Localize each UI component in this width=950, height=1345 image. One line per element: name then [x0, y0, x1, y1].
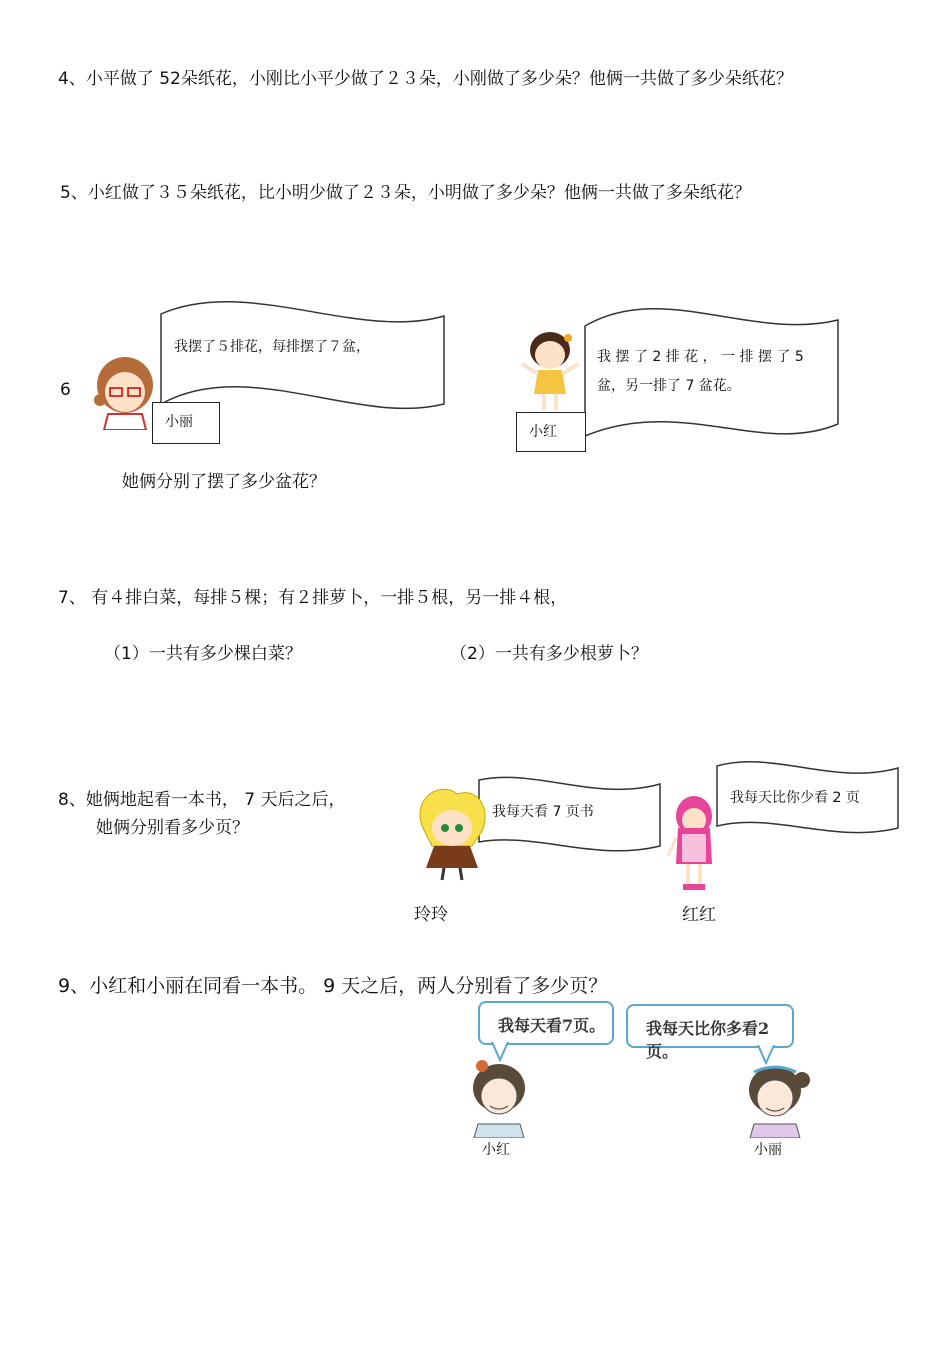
question-4: 4、小平做了 52朵纸花，小刚比小平少做了２３朵，小刚做了多少朵？他俩一共做了多少朵纸花？: [58, 69, 793, 89]
q9-bubble-left-text: 我每天看7页。: [498, 1016, 606, 1035]
q9-name-left: 小红: [482, 1142, 510, 1158]
girl-honghong-figure: [664, 794, 720, 894]
q6-right-speech-line1: 我 摆 了 2 排 花 ， 一 排 摆 了 5: [597, 349, 804, 365]
girl-xiaoli-sketch: [740, 1060, 810, 1138]
q6-left-name: 小丽: [165, 414, 193, 430]
q7-sub-2: （2）一共有多少根萝卜？: [450, 644, 648, 664]
girl-xiaohong-sketch: [466, 1058, 532, 1138]
question-7: 7、 有４排白菜，每排５棵；有２排萝卜，一排５根，另一排４根，: [58, 588, 568, 608]
q9-name-right: 小丽: [754, 1142, 782, 1158]
q6-left-speech: 我摆了５排花，每排摆了７盆，: [174, 339, 370, 355]
q8-speech-left: 我每天看 7 页书: [492, 804, 594, 820]
question-5: 5、小红做了３５朵纸花，比小明少做了２３朵，小明做了多少朵？他俩一共做了多朵纸花？: [60, 183, 751, 203]
q6-left-name-box: [152, 402, 220, 444]
q6-question: 她俩分别了摆了多少盆花？: [122, 472, 326, 492]
girl-xiaoli-figure: [90, 350, 160, 430]
question-9: 9、小红和小丽在同看一本书。 9 天之后，两人分别看了多少页？: [58, 975, 608, 997]
q8-speech-right: 我每天比你少看 2 页: [730, 790, 860, 806]
question-6-number: 6: [60, 380, 71, 400]
girl-lingling-figure: [412, 786, 492, 882]
question-8-line1: 8、她俩地起看一本书， 7 天后之后，: [58, 790, 346, 810]
q8-name-left: 玲玲: [414, 905, 448, 925]
question-8-line2: 她俩分别看多少页？: [96, 818, 249, 838]
q9-bubble-right-text: 我每天比你多看2页。: [646, 1019, 770, 1061]
q7-sub-1: （1）一共有多少棵白菜？: [104, 644, 302, 664]
q9-bubble-right: [626, 1004, 794, 1061]
q6-right-name: 小红: [529, 424, 557, 440]
girl-xiaohong-figure: [518, 328, 582, 413]
q6-right-speech-line2: 盆，另一排了 7 盆花。: [597, 378, 741, 394]
q6-right-name-box: [516, 412, 586, 452]
q8-name-right: 红红: [682, 905, 716, 925]
q9-bubble-left: [478, 1001, 614, 1045]
